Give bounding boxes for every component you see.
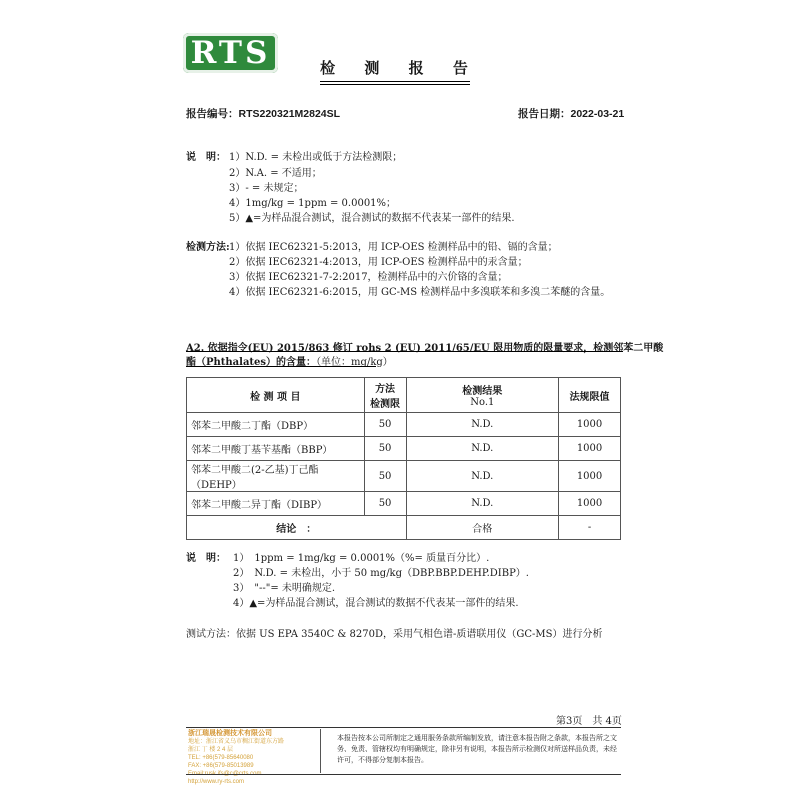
company-line: FAX: +86(579-85013989: [188, 763, 254, 769]
table-row: [187, 437, 621, 461]
footer-bottom-rule: [186, 774, 621, 775]
notes1-label: 说 明：: [186, 152, 226, 163]
company-line: 地址：浙江省义乌市稠江街道东方路: [188, 739, 285, 745]
footer-rule: [186, 727, 621, 728]
cell-result: N.D.: [406, 461, 559, 492]
company-website: http://www.ry-rts.com: [188, 779, 245, 785]
page-number: 第3页 共 4页: [556, 716, 622, 727]
cell-mdl: 50: [364, 437, 406, 461]
notes1-item-5: 5）▲=为样品混合测试，混合测试的数据不代表某一部件的结果.: [229, 213, 515, 224]
table-row: [187, 461, 621, 492]
cell-item: 邻苯二甲酸二丁酯（DBP）: [187, 413, 365, 437]
col-header-method: [364, 378, 406, 413]
methods-label: 检测方法:: [186, 242, 230, 253]
section-heading-phthalates: 酯（Phthalates）的含量：: [186, 357, 317, 368]
col-header-result-line1: 检测结果: [462, 386, 503, 397]
report-number: 报告编号：RTS220321M2824SL: [186, 108, 341, 120]
cell-item: 邻苯二甲酸二异丁酯（DIBP）: [187, 492, 365, 516]
test-method: 测试方法：依据 US EPA 3540C & 8270D，采用气相色谱-质谱联用仪（GC-MS）进行分析: [186, 629, 603, 640]
col-header-result-line2: No.1: [470, 397, 495, 408]
title-underline: [320, 81, 470, 82]
cell-item: 邻苯二甲酸二(2-乙基)丁己酯（DEHP）: [187, 461, 365, 492]
col-header-limit: 法规限值: [559, 378, 621, 413]
cell-mdl: 50: [364, 461, 406, 492]
section-heading-underline: [186, 351, 623, 352]
notes1-item-1: 1）N.D. = 未检出或低于方法检测限；: [229, 152, 403, 163]
section-heading: A2. 依据指令(EU) 2015/863 修订 rohs 2 (EU) 2011/65/EU 限用物质的限量要求，检测邻苯二甲酸: [186, 343, 664, 354]
company-info: [188, 730, 284, 786]
cell-limit: 1000: [559, 461, 621, 492]
methods-item-4: 4）依据 IEC62321-6:2015，用 GC-MS 检测样品中多溴联苯和多溴二苯醚的含量。: [229, 287, 611, 298]
cell-item: 邻苯二甲酸丁基苄基酯（BBP）: [187, 437, 365, 461]
footer-divider: [320, 729, 321, 773]
cell-result: N.D.: [406, 413, 559, 437]
cell-limit: 1000: [559, 413, 621, 437]
methods-item-1: 1）依据 IEC62321-5:2013，用 ICP-OES 检测样品中的铅、镉的含量；: [229, 242, 558, 253]
disclaimer-text: 本报告按本公司所制定之通用服务条款所编制发放，请注意本报告附之条款，本报告所之文务、免责、管辖权均有明确规定，除非另有说明，本报告所示检测仅对所送样品负责，未经许可，不得部分复制本报告。: [337, 734, 617, 764]
methods-item-2: 2）依据 IEC62321-4:2013，用 ICP-OES 检测样品中的汞含量；: [229, 257, 528, 268]
notes2-item-1: 1） 1ppm = 1mg/kg = 0.0001%（%= 质量百分比）.: [233, 553, 490, 564]
cell-result: N.D.: [406, 437, 559, 461]
notes1-item-2: 2）N.A. = 不适用；: [229, 168, 322, 179]
results-table: [186, 377, 621, 540]
company-line: Email:rusk.ifs@c@crts.com: [188, 771, 262, 777]
company-line: 浙江 丁 楼 2 4 层: [188, 747, 234, 753]
col-header-result: [406, 378, 559, 413]
document-title: 检 测 报 告: [320, 59, 480, 77]
col-header-method-line1: 方法: [375, 384, 396, 395]
notes1-item-4: 4）1mg/kg = 1ppm = 0.0001%；: [229, 198, 397, 209]
methods-item-3: 3）依据 IEC62321-7-2:2017，检测样品中的六价铬的含量；: [229, 272, 508, 283]
company-line: TEL: +86(579-85640080: [188, 755, 254, 761]
notes2-item-2: 2） N.D. = 未检出，小于 50 mg/kg（DBP.BBP.DEHP.DIBP）.: [233, 568, 529, 579]
company-name: 浙江瑞晟检测技术有限公司: [188, 730, 272, 737]
notes2-item-4: 4）▲=为样品混合测试，混合测试的数据不代表某一部件的结果.: [233, 598, 519, 609]
col-header-item: 检 测 项 目: [187, 378, 365, 413]
logo-text: RTS: [190, 35, 271, 71]
conclusion-result: 合格: [406, 516, 559, 540]
col-header-method-line2: 检测限: [370, 399, 401, 410]
section-unit: （单位：mg/kg）: [316, 357, 393, 368]
cell-result: N.D.: [406, 492, 559, 516]
table-row: [187, 492, 621, 516]
table-conclusion-row: [187, 516, 621, 540]
table-row: [187, 413, 621, 437]
cell-mdl: 50: [364, 413, 406, 437]
conclusion-label: 结论 ：: [187, 516, 407, 540]
report-date: 报告日期：2022-03-21: [518, 108, 625, 120]
table-header-row: [187, 378, 621, 413]
rts-logo: [183, 33, 278, 73]
title-underline-2: [320, 84, 470, 85]
cell-limit: 1000: [559, 492, 621, 516]
conclusion-limit: -: [559, 516, 621, 540]
cell-mdl: 50: [364, 492, 406, 516]
notes1-item-3: 3）- = 未规定；: [229, 183, 304, 194]
notes2-label: 说 明：: [186, 553, 226, 564]
cell-limit: 1000: [559, 437, 621, 461]
section-heading-underline-2: [186, 366, 376, 367]
notes2-item-3: 3） "--"= 未明确规定.: [233, 583, 336, 594]
